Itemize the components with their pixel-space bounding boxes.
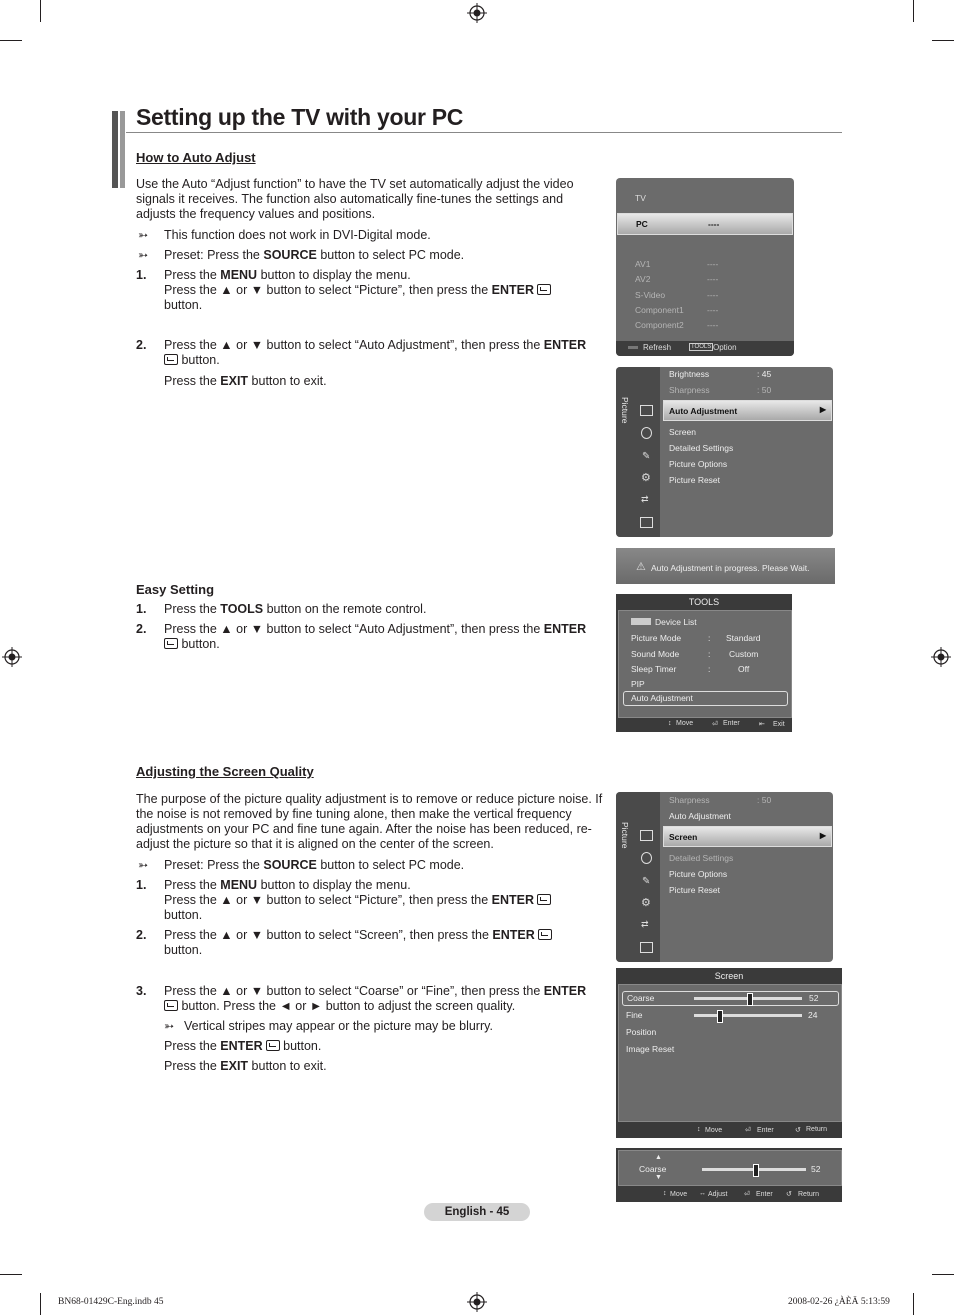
tools-item-label: Auto Adjustment [631,693,693,703]
step-text: button. [279,1039,322,1053]
menu-item-label: Screen [669,832,698,842]
exit-instruction [164,374,604,389]
anynet-logo-icon [631,618,651,625]
step-keyword: TOOLS [220,602,264,616]
footer-move: Move [705,1127,723,1134]
step-text: button to exit. [248,374,327,388]
osd-coarse-adjust [616,1148,842,1202]
tools-row-sep: : [708,633,711,643]
note-keyword: SOURCE [263,248,317,262]
footer-return: Return [806,1126,828,1133]
note-arrow-icon: ➳ [138,858,149,872]
updown-icon: ↕ [668,720,672,727]
menu-item[interactable]: Detailed Settings [669,853,734,863]
tools-row-sep: : [708,649,711,659]
step-text: Press the ▲ or ▼ button to select “Coarse” or “Fine”, then press the [164,984,544,998]
note-keyword: SOURCE [263,858,317,872]
note-item [164,1019,604,1034]
step-item [136,268,606,313]
osd-progress-message [616,548,835,584]
enter-icon [164,1000,178,1011]
step-text: button. [164,298,203,312]
enter-icon [164,354,178,365]
step-text: button. Press the ◄ or ► button to adjust the screen quality. [178,999,516,1013]
tools-row-label[interactable]: Sound Mode [631,649,680,659]
crop-mark [0,1274,22,1275]
coarse-slider-knob[interactable] [753,1164,759,1177]
tools-row-label[interactable]: Picture Mode [631,633,682,643]
source-label: PC [636,219,648,229]
step-text: Press the [164,602,221,616]
enter-icon [164,638,178,649]
tools-pip[interactable]: PIP [631,679,645,689]
setup-gear-icon[interactable]: ⚙ [641,472,651,484]
step-text: Press the ▲ or ▼ button to select “Picture”, then press the [164,893,492,907]
source-value: ---- [707,274,719,284]
footer-enter: Enter [757,1127,774,1134]
arrow-right-icon: ▶ [819,405,826,414]
step-keyword: ENTER [220,1039,263,1053]
step-number: 1. [136,268,147,282]
step-text: Press the ▲ or ▼ button to select “Auto Adjustment”, then press the [164,338,544,352]
progress-text: Auto Adjustment in progress. Please Wait. [651,563,810,573]
step-text: Press the [164,268,221,282]
step-text: Press the ▲ or ▼ button to select “Auto Adjustment”, then press the [164,622,544,636]
channel-icon[interactable]: ✎ [642,451,651,462]
fine-value: 24 [808,1010,818,1020]
source-item[interactable]: S-Video [635,290,666,300]
tools-button-icon: TOOLS [691,344,712,350]
step-text: Press the ▲ or ▼ button to select “Screen”, then press the [164,928,493,942]
section-heading-screen-quality: Adjusting the Screen Quality [136,764,314,779]
note-text: button to select PC mode. [316,858,465,872]
source-value: ---- [707,305,719,315]
sidebar-picture-label: Picture [620,822,630,849]
enter-icon [537,284,551,295]
tools-row-value: Standard [726,633,761,643]
title-rule [126,132,842,133]
note-arrow-icon: ➳ [138,228,149,242]
image-reset-item[interactable]: Image Reset [626,1044,675,1054]
sharpness-value: : 50 [757,385,772,395]
screen-quality-intro: The purpose of the picture quality adjustment is to remove or reduce picture noise. If the noise is not removed by fine tuning alone, then make the vertical frequency adjustments on your PC and fine tune again. After the noise has been reduced, re-adjust the picture so that it is aligned on the center of the screen. [136,792,603,851]
step-text: Press the [164,374,221,388]
coarse-label: Coarse [639,1164,667,1174]
fine-label[interactable]: Fine [626,1010,643,1020]
menu-item[interactable]: Auto Adjustment [669,811,731,821]
osd-picture-menu-screen [616,792,833,962]
menu-item[interactable]: Detailed Settings [669,443,734,453]
step-text: button to display the menu. [257,268,411,282]
page-title: Setting up the TV with your PC [136,104,464,130]
osd-footer [616,341,794,356]
note-item [138,858,604,873]
osd-picture-menu [616,367,833,537]
picture-icon[interactable] [640,405,653,416]
sharpness-label: Sharpness [669,795,710,805]
step-text: button to exit. [248,1059,327,1073]
sound-icon[interactable] [641,427,652,439]
tools-footer [616,718,792,731]
tools-row-sep: : [708,664,711,674]
crop-mark [40,0,41,22]
red-button-icon [628,346,638,349]
note-arrow-icon: ➳ [138,248,149,262]
updown-icon: ↕ [663,1190,667,1197]
step-item [136,878,606,923]
source-item-tv[interactable]: TV [635,193,646,203]
screen-title: Screen [714,971,744,981]
step-number: 2. [136,928,147,942]
arrow-up-icon[interactable]: ▲ [655,1154,662,1161]
step-keyword: EXIT [220,1059,249,1073]
auto-adjust-intro: Use the Auto “Adjust function” to have the TV set automatically adjust the video signals it receives. The function also automatically fine-tunes the settings and adjusts the frequency values and positions. [136,177,574,221]
sidebar-picture-label: Picture [620,397,630,424]
crop-mark [913,1293,914,1315]
enter-small-icon: ⏎ [744,1191,750,1198]
picture-icon[interactable] [640,830,653,841]
source-value: ---- [707,259,719,269]
return-icon: ↺ [795,1127,801,1134]
menu-item[interactable]: Picture Reset [669,475,721,485]
warning-icon: ⚠ [636,561,646,573]
setup-gear-icon[interactable]: ⚙ [641,897,651,909]
step-keyword: ENTER [492,928,535,942]
enter-small-icon: ⏎ [712,721,718,728]
step-text: button on the remote control. [263,602,427,616]
note-text: Preset: Press the [164,858,264,872]
footer-move: Move [676,720,694,727]
note-text: Vertical stripes may appear or the picture may be blurry. [184,1019,493,1033]
application-icon[interactable] [640,942,653,953]
source-item-pc-selected[interactable] [617,213,793,235]
source-value: ---- [707,290,719,300]
source-value: ---- [708,219,720,229]
crop-mark [40,1293,41,1315]
sharpness-value: : 50 [757,795,772,805]
fine-slider-track[interactable] [694,1014,802,1017]
crop-mark [913,0,914,22]
step-item [136,602,606,617]
screen-footer [616,1124,842,1137]
tools-body [618,610,792,718]
arrow-down-icon[interactable]: ▼ [655,1174,662,1181]
exit-instruction [164,1059,604,1074]
channel-icon[interactable]: ✎ [642,876,651,887]
tools-auto-adjustment-selected[interactable] [623,691,788,706]
sound-icon[interactable] [641,852,652,864]
application-icon[interactable] [640,517,653,528]
title-bar-decoration [112,111,118,188]
menu-item[interactable]: Screen [669,427,696,437]
registration-mark-icon [467,3,487,23]
step-text: Press the ▲ or ▼ button to select “Picture”, then press the [164,283,492,297]
osd-sidebar [616,792,660,962]
tools-device-list[interactable]: Device List [655,617,697,627]
updown-icon: ↕ [697,1126,701,1133]
menu-item[interactable]: Picture Reset [669,885,721,895]
step-keyword: EXIT [220,374,249,388]
step-text: Press the [164,878,221,892]
source-item[interactable]: AV2 [635,274,651,284]
tools-row-value: Off [738,664,750,674]
enter-icon [266,1040,280,1051]
menu-item[interactable]: Picture Options [669,459,728,469]
source-item[interactable]: Component1 [635,305,684,315]
osd-tools-menu [616,594,792,732]
coarse-slider-knob[interactable] [747,993,753,1006]
step-number: 2. [136,338,147,352]
step-keyword: ENTER [543,338,587,352]
section-heading-easy-setting: Easy Setting [136,582,215,597]
step-text: Press the [164,1039,221,1053]
step-text: button. [164,908,203,922]
coarse-value: 52 [809,993,819,1003]
screen-body [618,984,842,1122]
step-keyword: MENU [220,268,258,282]
tools-row-value: Custom [729,649,759,659]
step-item [136,622,606,652]
footer-option: Option [713,343,737,352]
menu-item-screen-selected[interactable] [663,826,832,847]
crop-mark [932,1274,954,1275]
osd-screen-menu [616,968,842,1138]
footer-enter: Enter [723,720,740,727]
tools-row-label[interactable]: Sleep Timer [631,664,677,674]
footer-adjust: Adjust [708,1191,728,1198]
step-text: button. [178,353,220,367]
registration-mark-icon [467,1292,487,1312]
fine-slider-knob[interactable] [717,1010,723,1023]
crop-mark [0,40,22,41]
print-footer-left: BN68-01429C-Eng.indb 45 [58,1297,164,1307]
step-number: 2. [136,622,147,636]
step-keyword: ENTER [491,893,535,907]
footer-return: Return [798,1191,820,1198]
enter-small-icon: ⏎ [745,1127,751,1134]
menu-item-auto-adjustment-selected[interactable] [663,400,832,421]
step-item [136,338,606,368]
input-icon[interactable]: ⇄ [641,494,649,504]
title-bar-decoration [120,111,125,188]
step-text: button. [178,637,220,651]
tools-title: TOOLS [688,597,720,607]
step-text: button to display the menu. [257,878,411,892]
footer-exit: Exit [773,721,785,728]
step-keyword: ENTER [543,622,587,636]
registration-mark-icon [2,647,22,667]
step-number: 3. [136,984,147,998]
note-item [138,248,604,263]
page-number-badge: English - 45 [424,1203,530,1221]
coarse-adjust-body [618,1150,842,1186]
source-item[interactable]: Component2 [635,320,684,330]
step-number: 1. [136,878,147,892]
exit-small-icon: ⇤ [759,721,765,728]
coarse-footer [616,1188,842,1201]
brightness-label: Brightness [669,369,710,379]
footer-refresh: Refresh [643,343,672,352]
osd-source-list [616,178,794,356]
brightness-value: : 45 [757,369,772,379]
print-footer-right: 2008-02-26 ¿ÀÈÄ 5:13:59 [788,1297,890,1307]
step-text: button. [164,943,203,957]
source-value: ---- [707,320,719,330]
note-text: Preset: Press the [164,248,264,262]
coarse-label: Coarse [627,993,655,1003]
sharpness-label: Sharpness [669,385,710,395]
menu-item-label: Auto Adjustment [669,406,738,416]
coarse-value: 52 [811,1164,821,1174]
crop-mark [932,40,954,41]
note-arrow-icon: ➳ [164,1019,175,1033]
step-keyword: ENTER [491,283,535,297]
note-text: This function does not work in DVI-Digital mode. [164,228,431,242]
return-icon: ↺ [786,1191,792,1198]
enter-instruction [164,1039,604,1054]
source-item[interactable]: AV1 [635,259,651,269]
step-text: Press the [164,1059,221,1073]
step-item [136,928,606,958]
enter-icon [538,929,552,940]
leftright-icon: ↔ [699,1190,706,1197]
section-heading-auto-adjust: How to Auto Adjust [136,150,256,165]
osd-sidebar [616,367,660,537]
step-number: 1. [136,602,147,616]
menu-item[interactable]: Picture Options [669,869,728,879]
note-item [138,228,604,243]
footer-move: Move [670,1191,688,1198]
step-keyword: ENTER [543,984,587,998]
step-keyword: MENU [220,878,258,892]
position-item[interactable]: Position [626,1027,657,1037]
input-icon[interactable]: ⇄ [641,919,649,929]
enter-icon [537,894,551,905]
arrow-right-icon: ▶ [819,831,826,840]
note-text: button to select PC mode. [316,248,465,262]
footer-enter: Enter [756,1191,773,1198]
step-item [136,984,606,1014]
registration-mark-icon [931,647,951,667]
